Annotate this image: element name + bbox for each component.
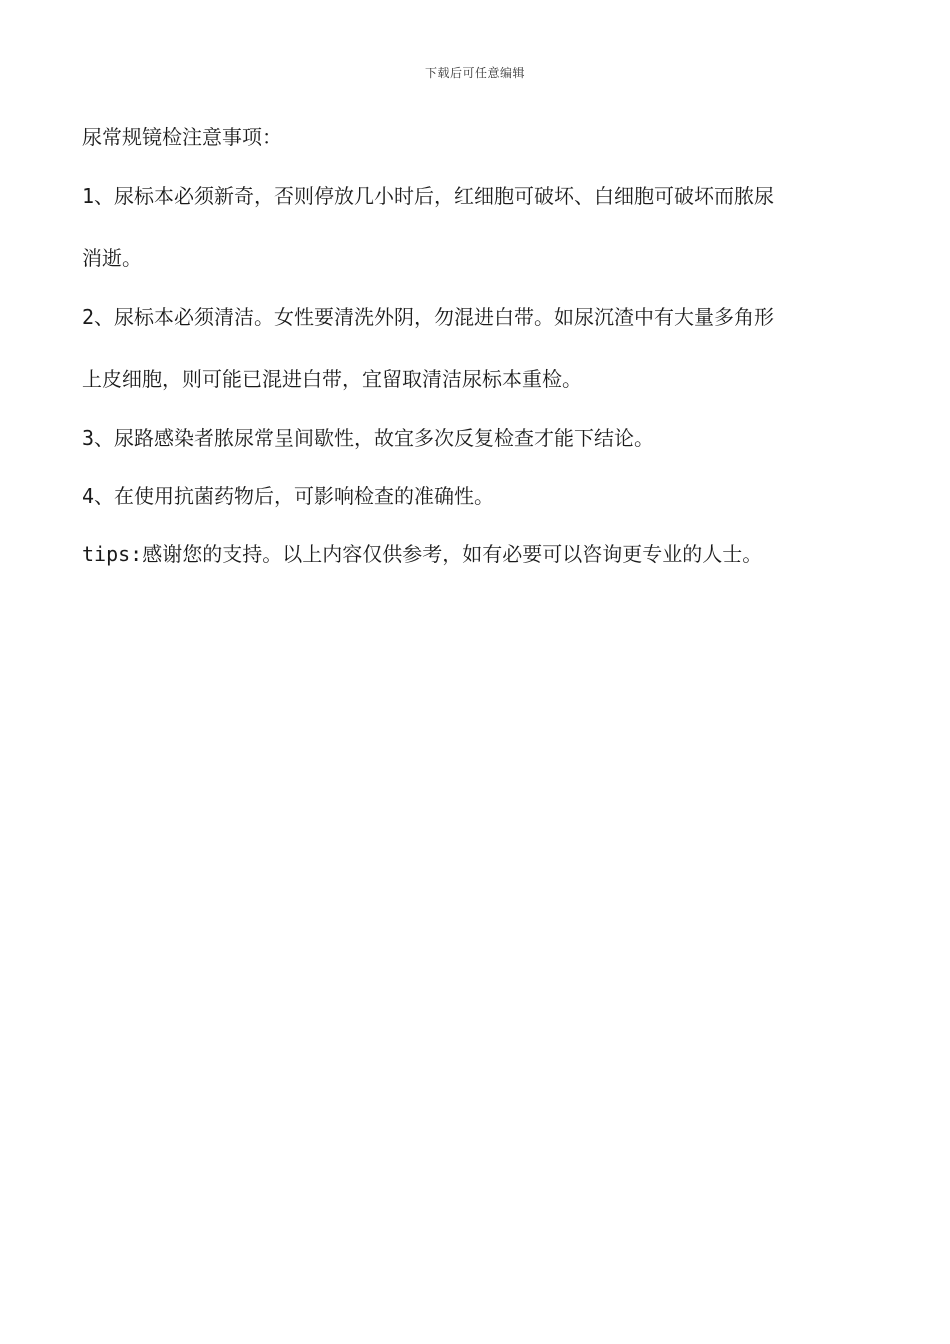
item-2-line-2: 上皮细胞，则可能已混进白带，宜留取清洁尿标本重检。 [82, 367, 582, 391]
tips-note: tips:感谢您的支持。以上内容仅供参考，如有必要可以咨询更专业的人士。 [82, 542, 763, 566]
item-3: 3、尿路感染者脓尿常呈间歇性，故宜多次反复检查才能下结论。 [82, 426, 655, 450]
item-4: 4、在使用抗菌药物后，可影响检查的准确性。 [82, 484, 495, 508]
item-1-line-2: 消逝。 [82, 246, 142, 270]
item-1-line-1: 1、尿标本必须新奇，否则停放几小时后，红细胞可破坏、白细胞可破坏而脓尿 [82, 184, 775, 208]
item-2-line-1: 2、尿标本必须清洁。女性要清洗外阴，勿混进白带。如尿沉渣中有大量多角形 [82, 305, 775, 329]
document-title: 尿常规镜检注意事项： [82, 125, 282, 149]
page-header: 下载后可任意编辑 [424, 66, 525, 80]
